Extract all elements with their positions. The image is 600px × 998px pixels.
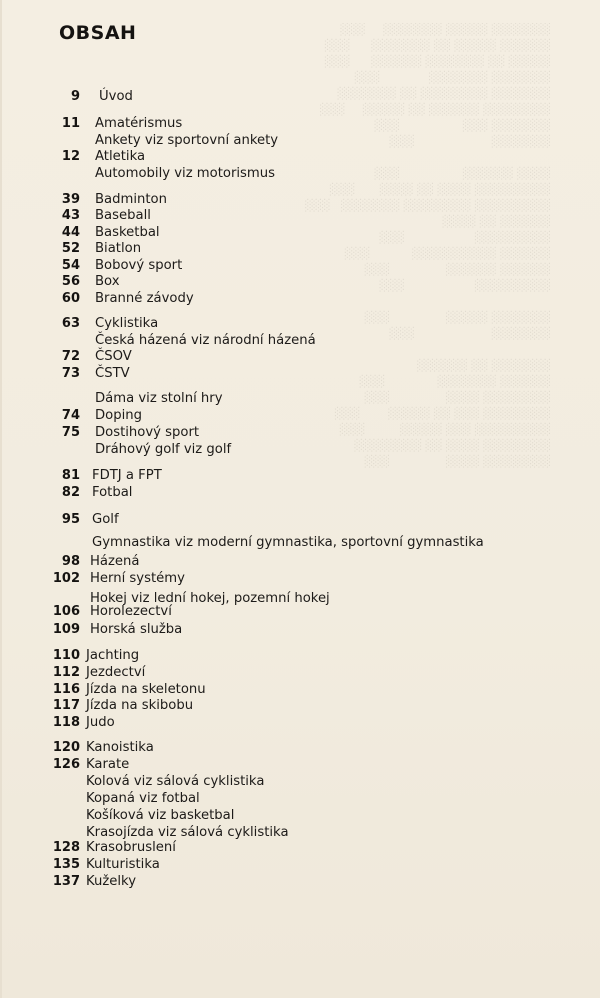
toc-entry: Horolezectví (90, 604, 172, 619)
toc-entry: Hokej viz lední hokej, pozemní hokej (90, 591, 330, 606)
toc-entry: Jachting (86, 648, 140, 663)
toc-entry: Bobový sport (95, 258, 183, 273)
toc-page-number: 109 (52, 622, 80, 637)
toc-entry: Dostihový sport (95, 425, 200, 440)
toc-entry: Házená (90, 554, 140, 569)
toc-page-number: 98 (61, 554, 80, 569)
toc-entry: Box (95, 274, 120, 289)
toc-entry: Biatlon (95, 241, 142, 256)
toc-page-number: 73 (61, 366, 80, 381)
toc-page-number: 120 (52, 740, 80, 755)
toc-page-number: 116 (52, 682, 80, 697)
toc-entry: Dáma viz stolní hry (95, 391, 223, 406)
toc-entry: Horská služba (90, 622, 183, 637)
toc-entry: Ankety viz sportovní ankety (95, 133, 279, 148)
toc-page-number: 74 (61, 408, 80, 423)
toc-page-number: 72 (61, 349, 80, 364)
toc-entry: Česká házená viz národní házená (95, 333, 316, 348)
toc-entry: Kopaná viz fotbal (86, 791, 200, 806)
toc-page-number: 39 (61, 192, 80, 207)
toc-page-number: 12 (61, 149, 80, 164)
toc-page-number: 44 (61, 225, 80, 240)
toc-entry: ČSOV (95, 349, 132, 364)
toc-entry: Atletika (95, 149, 146, 164)
toc-entry: Jízda na skibobu (86, 698, 194, 713)
toc-entry: FDTJ a FPT (92, 468, 162, 483)
toc-page-number: 63 (61, 316, 80, 331)
toc-page-number: 118 (52, 715, 80, 730)
toc-page-number: 95 (61, 512, 80, 527)
toc-entry: Košíková viz basketbal (86, 808, 235, 823)
toc-page-number: 60 (61, 291, 80, 306)
toc-entry: Herní systémy (90, 571, 185, 586)
toc-page-number: 52 (61, 241, 80, 256)
toc-entry: Branné závody (95, 291, 194, 306)
toc-page-number: 56 (61, 274, 80, 289)
toc-page-number: 81 (61, 468, 80, 483)
toc-entry: Krasobruslení (86, 840, 176, 855)
toc-entry: Doping (95, 408, 142, 423)
toc-entry: Judo (86, 715, 115, 730)
toc-entry: Cyklistika (95, 316, 159, 331)
toc-entry: Kuželky (86, 874, 137, 889)
toc-entry: Fotbal (92, 485, 133, 500)
toc-entry: Úvod (99, 89, 133, 104)
toc-page-number: 137 (52, 874, 80, 889)
toc-page-number: 117 (52, 698, 80, 713)
toc-entry: Jízda na skeletonu (86, 682, 206, 697)
toc-entry: Automobily viz motorismus (95, 166, 275, 181)
toc-entry: Badminton (95, 192, 167, 207)
toc-page-number: 112 (52, 665, 80, 680)
toc-entry: Baseball (95, 208, 151, 223)
toc-page-number: 110 (52, 648, 80, 663)
toc-page-number: 135 (52, 857, 80, 872)
toc-page-number: 9 (70, 89, 80, 104)
toc-entry: Kulturistika (86, 857, 160, 872)
toc-entry: Jezdectví (86, 665, 146, 680)
toc-entry: Amatérismus (95, 116, 183, 131)
toc-page-number: 75 (61, 425, 80, 440)
toc-page-number: 128 (52, 840, 80, 855)
page-edge (0, 0, 2, 998)
toc-page-number: 11 (61, 116, 80, 131)
bleed-through-ghost-text: ░░░░░░░ ░░░░░ ░░░░░░░ ░░░ ░░░░░░ ░░░░░ ░░ ░░░░░░░ ░░░ ░░░░░ ░░ ░░░░░░░ ░░░░░░ ░░░ ░░░░░░░ ░░░░░░░ ░░░ ░░░░░░░ ░░░░░░░░ ░░ ░░░░░░░ ░░░░░░░░ ░░░░░░ ░░ ░░░░░ ░░░ ░░░░░░░ ░░░ ░░░ ░░░░░░░ ░░░ ░░░░ ░░░░░░ ░░░ ░░░░░░░░░ ░░░░ ░░ ░░░░ ░░░ ░░░░░░░░░ ░░░░░░░░ ░░░░░░░ ░░░ ░░░░░░ ░░ ░░░░ ░░░░░░░░░ ░░░ ░░░░░░ ░░░░░░░░░░ ░░░ ░░░░░░ ░░░░░░ ░░░ ░░░░░░░░░ ░░░ ░░░░░░░ ░░░░░ ░░░ ░░░░░░░ ░░░ ░░░░░░░ ░░ ░░░░░░ ░░░░░░ ░░░░░░░ ░░░ ░░░░░░░░ ░░░░ ░░░ ░░░░░░░░ ░░░ ░░ ░░░░░ ░░░ ░░░░░░░░░ ░░░ ░░░░░ ░░░ ░░░░░░░░ ░░░░ ░░ ░░░░░░░░ ░░░░░░░░ ░░░░ ░░░ (304, 23, 550, 468)
toc-entry: Kanoistika (86, 740, 154, 755)
toc-page-number: 43 (61, 208, 80, 223)
toc-entry: Dráhový golf viz golf (95, 442, 232, 457)
toc-entry: Kolová viz sálová cyklistika (86, 774, 265, 789)
toc-entry: Basketbal (95, 225, 160, 240)
toc-entry: Golf (92, 512, 119, 527)
toc-page-number: 126 (52, 757, 80, 772)
toc-page-number: 54 (61, 258, 80, 273)
toc-page-number: 102 (52, 571, 80, 586)
toc-entry: Karate (86, 757, 130, 772)
page-title: OBSAH (59, 22, 137, 44)
toc-entry: ČSTV (95, 366, 130, 381)
toc-page-number: 106 (52, 604, 80, 619)
toc-entry: Gymnastika viz moderní gymnastika, sportovní gymnastika (92, 535, 484, 550)
toc-entry: Krasojízda viz sálová cyklistika (86, 825, 289, 840)
toc-page-number: 82 (61, 485, 80, 500)
